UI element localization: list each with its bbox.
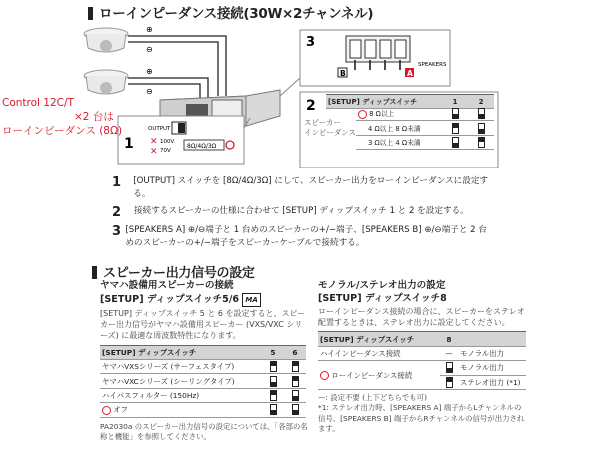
terminal-block: [346, 36, 410, 62]
step-2: 2 接続するスピーカーの仕様に合わせて [SETUP] ディップスイッチ 1 と 2 を設定する。: [112, 205, 469, 220]
v100-label: 100V: [160, 139, 175, 145]
selected-circle-icon: [358, 110, 367, 119]
dip-option-1: 8 Ω以上: [369, 110, 395, 119]
dip-switch-icon: [292, 376, 299, 387]
heading-marker: [92, 266, 97, 279]
right-table-header: [SETUP] ディップスイッチ: [318, 332, 440, 346]
dip-switch-icon: [452, 108, 459, 119]
dip-switch-icon: [478, 123, 485, 134]
left-body: [SETUP] ディップスイッチ 5 と 6 を設定すると、スピーカー出力信号がヤマハ設備用スピーカー (VXS/VXC シリーズ) に最適な周波数特性になります。: [100, 309, 306, 341]
dip-switch-icon: [270, 376, 277, 387]
right-note-1: —: 設定不要 (上下どちらでも可): [318, 392, 427, 402]
dip-col-2: 2: [468, 95, 494, 109]
right-note-2: *1: ステレオ出力時、[SPEAKERS A] 端子からLチャンネルの信号、[SPEAKERS B] 端子からRチャンネルの信号が出力されます。: [318, 403, 525, 434]
dip-switch-icon: [270, 404, 277, 415]
dip-switch-icon: [452, 137, 459, 148]
dip-switch-icon: [446, 362, 453, 373]
section-2-title: スピーカー出力信号の設定: [92, 262, 255, 281]
panel-1-number: 1: [124, 136, 134, 152]
right-table: [SETUP] ディップスイッチ 8 ハイインピーダンス接続 — モノラル出力 ローインピーダンス接続 モノラル出力 ステレオ出力 (*1): [318, 331, 526, 390]
dip-option-2: 4 Ω以上 8 Ω未満: [356, 121, 442, 135]
right-body: ローインピーダンス接続の場合に、スピーカーをステレオ配置するときは、ステレオ出力に設定してください。: [318, 307, 525, 328]
control-label: Control 12C/T: [2, 97, 74, 109]
x-mark: ✕: [150, 137, 158, 147]
output-label: OUTPUT: [148, 126, 171, 132]
leader-line-3: [280, 78, 300, 96]
terminal-b-label: B: [340, 69, 346, 78]
speakers-label: SPEAKERS: [418, 62, 447, 68]
speaker-cables: [128, 36, 226, 98]
table-row: オフ: [100, 403, 306, 417]
terminal-a-label: A: [407, 69, 413, 78]
steps-list: [112, 175, 492, 250]
dip-options: [356, 107, 494, 150]
minus-mark-2: ⊖: [146, 87, 153, 96]
ceiling-speaker-1: [84, 28, 128, 52]
right-column: [318, 280, 528, 435]
left-footnote: PA2030a のスピーカー出力信号の設定については、「各部の名称と機能」を参照してください。: [100, 421, 308, 442]
dip-panel-header: [SETUP] ディップスイッチ: [326, 95, 442, 109]
ma-badge: MA: [242, 293, 260, 308]
minus-mark: ⊖: [146, 45, 153, 54]
dip-switch-icon: [452, 123, 459, 134]
dip-col-1: 1: [442, 95, 468, 109]
dip-switch-icon: [270, 390, 277, 401]
panel-2-number: 2: [306, 98, 316, 114]
table-row: ローインピーダンス接続 モノラル出力: [318, 361, 526, 375]
left-sub2: [SETUP] ディップスイッチ5/6 MA: [100, 293, 308, 308]
wiring-diagram: [0, 18, 600, 168]
dip-switch-icon: [270, 361, 277, 372]
step-1: 1 [OUTPUT] スイッチを [8Ω/4Ω/3Ω] にして、スピーカー出力をローインピーダンスに設定する。: [112, 175, 489, 199]
ohm-label: 8Ω/4Ω/3Ω: [187, 143, 217, 150]
left-column: [100, 280, 308, 443]
count-label: ×2 台は: [74, 111, 114, 123]
dip-switch-icon: [446, 377, 453, 388]
dip-switch-icon: [292, 361, 299, 372]
panel-3-number: 3: [306, 35, 316, 50]
table-row: ヤマハVXSシリーズ (サーフェスタイプ): [100, 360, 306, 374]
table-row: ハイパスフィルター (150Hz): [100, 388, 306, 402]
selected-circle-icon: [320, 371, 329, 380]
ceiling-speaker-2: [84, 70, 128, 94]
selected-circle-icon: [102, 406, 111, 415]
speaker-count-note: [2, 96, 122, 138]
right-sub2: [SETUP] ディップスイッチ8: [318, 292, 447, 304]
x-mark-2: ✕: [150, 147, 158, 157]
dip-option-3: 3 Ω以上 4 Ω未満: [356, 135, 442, 149]
dip-switch-icon: [478, 137, 485, 148]
dip-row-label: スピーカー インピーダンス: [304, 118, 357, 137]
dip-switch-icon: [478, 108, 485, 119]
table-row: ハイインピーダンス接続 — モノラル出力: [318, 346, 526, 360]
impedance-label: ローインピーダンス (8Ω): [2, 125, 123, 137]
dip-switch-icon: [292, 404, 299, 415]
output-switch: [178, 123, 185, 133]
left-table: [SETUP] ディップスイッチ 5 6 ヤマハVXSシリーズ (サーフェスタイプ) ヤマハVXCシリーズ (シーリングタイプ) ハイパスフィルター (150Hz) オフ: [100, 345, 306, 418]
step-3: 3 [SPEAKERS A] ⊕/⊖端子と 1 台めのスピーカーの+/−端子、[SPEAKERS B] ⊕/⊖端子と 2 台めのスピーカーの+/−端子をスピーカーケーブルで接続する。: [112, 224, 487, 248]
page-title-text: ローインピーダンス接続(30W×2チャンネル): [99, 6, 374, 22]
v70-label: 70V: [160, 148, 171, 154]
right-sub1: モノラル/ステレオ出力の設定: [318, 280, 446, 291]
left-sub1: ヤマハ設備用スピーカーの接続: [100, 280, 234, 291]
dip-switch-icon: [292, 390, 299, 401]
table-row: ヤマハVXCシリーズ (シーリングタイプ): [100, 374, 306, 388]
left-table-header: [SETUP] ディップスイッチ: [100, 345, 262, 359]
plus-mark: ⊕: [146, 25, 153, 34]
table-row: ステレオ出力 (*1): [318, 375, 526, 389]
plus-mark-2: ⊕: [146, 67, 153, 76]
